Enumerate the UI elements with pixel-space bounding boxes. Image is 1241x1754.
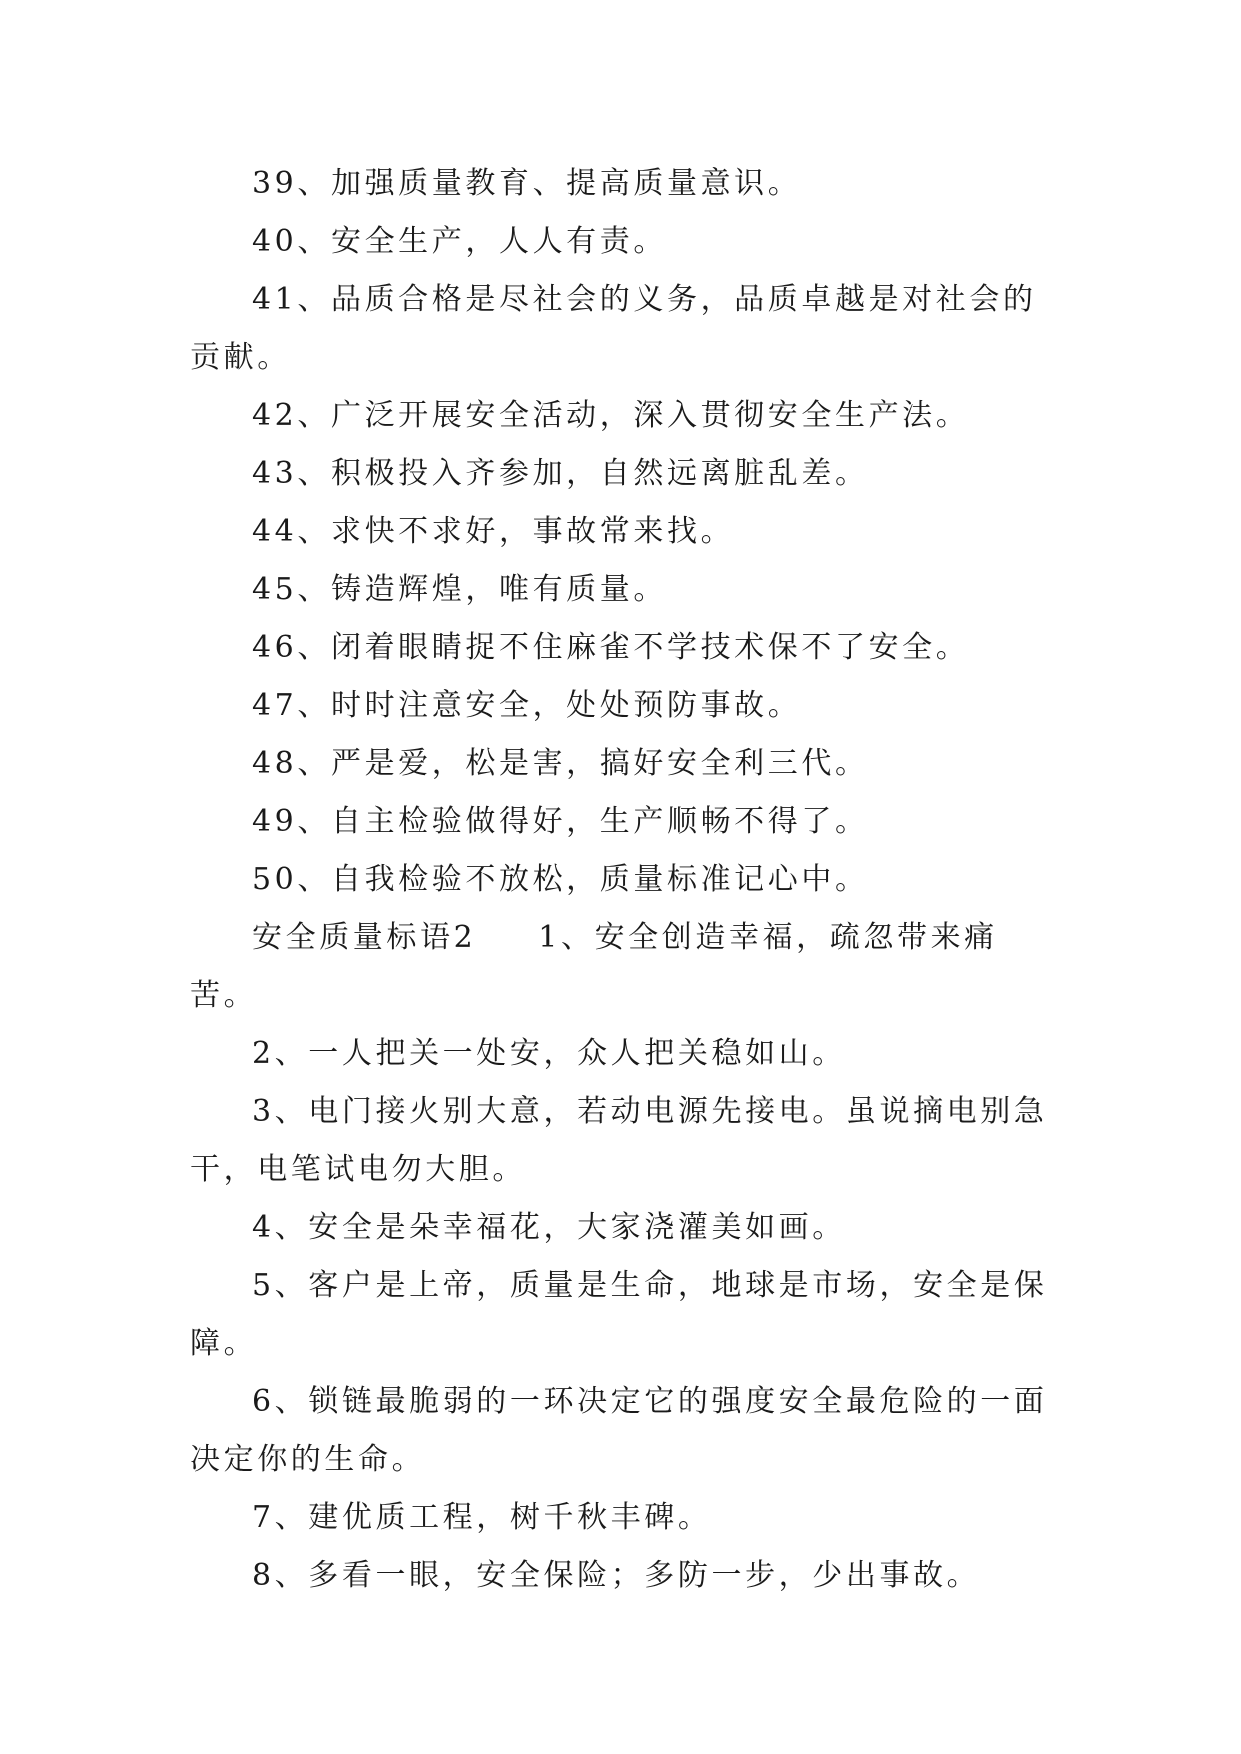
list-item: 46、闭着眼睛捉不住麻雀不学技术保不了安全。 [252,630,970,665]
list-item: 1、安全创造幸福，疏忽带来痛苦。 [190,920,998,1013]
list-item: 7、建优质工程，树千秋丰碑。 [252,1500,712,1535]
list-item: 40、安全生产，人人有责。 [252,224,667,259]
list-item: 48、严是爱，松是害，搞好安全利三代。 [252,746,869,781]
list-item: 41、品质合格是尽社会的义务，品质卓越是对社会的贡献。 [190,282,1037,375]
list-item: 49、自主检验做得好，生产顺畅不得了。 [252,804,869,839]
list-item: 45、铸造辉煌，唯有质量。 [252,572,667,607]
list-item: 50、自我检验不放松，质量标准记心中。 [252,862,869,897]
list-item: 8、多看一眼，安全保险；多防一步，少出事故。 [252,1558,981,1593]
list-item: 47、时时注意安全，处处预防事故。 [252,688,802,723]
list-item: 43、积极投入齐参加，自然远离脏乱差。 [252,456,869,491]
list-item: 44、求快不求好，事故常来找。 [252,514,735,549]
section-title: 安全质量标语2 [252,920,477,955]
list-item: 39、加强质量教育、提高质量意识。 [252,166,802,201]
list-item: 2、一人把关一处安，众人把关稳如山。 [252,1036,846,1071]
list-item: 4、安全是朵幸福花，大家浇灌美如画。 [252,1210,846,1245]
list-item: 3、电门接火别大意，若动电源先接电。虽说摘电别急干，电笔试电勿大胆。 [190,1094,1048,1187]
list-item: 42、广泛开展安全活动，深入贯彻安全生产法。 [252,398,970,433]
list-item: 6、锁链最脆弱的一环决定它的强度安全最危险的一面决定你的生命。 [190,1384,1048,1477]
list-item: 5、客户是上帝，质量是生命，地球是市场，安全是保障。 [190,1268,1048,1361]
document-body [190,155,1060,1605]
section-heading-line [190,909,1060,1025]
